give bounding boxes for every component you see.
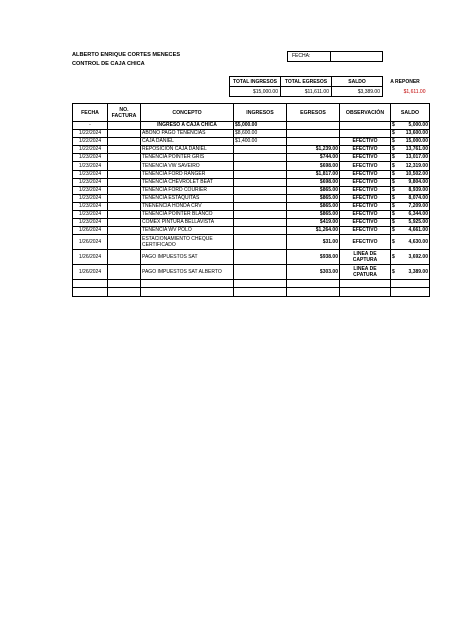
- egresos-cell[interactable]: $865.00: [287, 202, 340, 210]
- saldo-value: $3,389.00: [332, 87, 383, 97]
- factura-cell[interactable]: [108, 130, 141, 138]
- egresos-cell[interactable]: $419.00: [287, 219, 340, 227]
- concepto-cell[interactable]: TENENCIA WV POLO: [141, 227, 234, 235]
- observacion-cell[interactable]: EFECTIVO: [340, 194, 391, 202]
- saldo-cell[interactable]: [391, 219, 430, 227]
- ingresos-cell[interactable]: $5,000.00: [234, 122, 287, 130]
- empty-cell[interactable]: [391, 280, 430, 288]
- factura-cell[interactable]: [108, 146, 141, 154]
- empty-cell[interactable]: [141, 288, 234, 296]
- saldo-cell[interactable]: [391, 227, 430, 235]
- ledger-table: [72, 103, 430, 297]
- col-saldo: SALDO: [391, 104, 430, 122]
- fecha-cell[interactable]: 1/23/2024: [73, 162, 108, 170]
- ingresos-cell[interactable]: [234, 202, 287, 210]
- concepto-cell[interactable]: TENENCIA CHEVROLET BEAT: [141, 178, 234, 186]
- col-ingresos: INGRESOS: [234, 104, 287, 122]
- saldo-cell[interactable]: [391, 211, 430, 219]
- fecha-cell[interactable]: -: [73, 122, 108, 130]
- empty-cell[interactable]: [108, 280, 141, 288]
- ingresos-cell[interactable]: [234, 227, 287, 235]
- egresos-cell[interactable]: $1,264.00: [287, 227, 340, 235]
- table-row: [73, 170, 430, 178]
- observacion-cell[interactable]: EFECTIVO: [340, 227, 391, 235]
- table-row: [73, 219, 430, 227]
- currency-symbol: $: [392, 122, 395, 129]
- saldo-amount: 7,209.00: [408, 202, 428, 209]
- concepto-cell[interactable]: TENENCIA FORD RANGER: [141, 170, 234, 178]
- fecha-cell[interactable]: 1/23/2024: [73, 211, 108, 219]
- saldo-amount: 8,939.00: [408, 186, 428, 193]
- factura-cell[interactable]: [108, 162, 141, 170]
- currency-symbol: $: [392, 186, 395, 193]
- fecha-field: [287, 51, 383, 62]
- empty-cell[interactable]: [340, 288, 391, 296]
- concepto-cell[interactable]: COMEX PINTURA BELLAVISTA: [141, 219, 234, 227]
- saldo-amount: 15,000.00: [405, 138, 428, 145]
- egresos-cell[interactable]: $698.00: [287, 178, 340, 186]
- ingresos-cell[interactable]: $1,400.00: [234, 138, 287, 146]
- concepto-cell[interactable]: ESTACIONAMIENTO CHEQUE CERTIFICADO: [141, 235, 234, 250]
- fecha-cell[interactable]: 1/23/2024: [73, 178, 108, 186]
- observacion-cell[interactable]: EFECTIVO: [340, 219, 391, 227]
- factura-cell[interactable]: [108, 202, 141, 210]
- table-row: [73, 178, 430, 186]
- saldo-amount: 12,319.00: [405, 162, 428, 169]
- observacion-cell[interactable]: EFECTIVO: [340, 162, 391, 170]
- saldo-cell[interactable]: [391, 162, 430, 170]
- saldo-amount: 10,502.00: [405, 170, 428, 177]
- factura-cell[interactable]: [108, 227, 141, 235]
- empty-cell[interactable]: [73, 280, 108, 288]
- saldo-cell[interactable]: [391, 265, 430, 280]
- ingresos-cell[interactable]: [234, 194, 287, 202]
- factura-cell[interactable]: [108, 235, 141, 250]
- concepto-cell[interactable]: TNENENCIA HONDA CRV: [141, 202, 234, 210]
- saldo-amount: 5,925.00: [408, 219, 428, 226]
- sheet-subtitle: CONTROL DE CAJA CHICA: [72, 61, 145, 67]
- concepto-cell[interactable]: REPOSICION CAJA DANIEL: [141, 146, 234, 154]
- saldo-cell[interactable]: [391, 170, 430, 178]
- currency-symbol: $: [392, 130, 395, 137]
- currency-symbol: $: [392, 146, 395, 153]
- concepto-cell[interactable]: ABONO PAGO TENENCIAS: [141, 130, 234, 138]
- currency-symbol: $: [392, 219, 395, 226]
- ingresos-cell[interactable]: [234, 154, 287, 162]
- saldo-label: SALDO: [332, 77, 383, 87]
- concepto-cell[interactable]: TENENCIA VW SAVEIRO: [141, 162, 234, 170]
- observacion-cell[interactable]: EFECTIVO: [340, 138, 391, 146]
- ingresos-cell[interactable]: [234, 186, 287, 194]
- ingresos-cell[interactable]: [234, 265, 287, 280]
- factura-cell[interactable]: [108, 170, 141, 178]
- currency-symbol: $: [392, 194, 395, 201]
- egresos-cell[interactable]: $865.00: [287, 186, 340, 194]
- saldo-amount: 9,804.00: [408, 178, 428, 185]
- observacion-cell[interactable]: EFECTIVO: [340, 235, 391, 250]
- owner-name: ALBERTO ENRIQUE CORTES MENECES: [72, 52, 181, 58]
- currency-symbol: $: [392, 253, 395, 260]
- table-row: [73, 265, 430, 280]
- egresos-cell[interactable]: $698.00: [287, 162, 340, 170]
- egresos-cell[interactable]: [287, 130, 340, 138]
- fecha-cell[interactable]: 1/26/2024: [73, 227, 108, 235]
- observacion-cell[interactable]: LINEA DE CAPTURA: [340, 250, 391, 265]
- currency-symbol: $: [392, 238, 395, 245]
- observacion-cell[interactable]: EFECTIVO: [340, 186, 391, 194]
- total-egresos-label: TOTAL EGRESOS: [281, 77, 332, 87]
- ingresos-cell[interactable]: $8,600.00: [234, 130, 287, 138]
- saldo-amount: 13,761.00: [405, 146, 428, 153]
- saldo-cell[interactable]: [391, 146, 430, 154]
- empty-cell[interactable]: [141, 280, 234, 288]
- egresos-cell[interactable]: $1,817.00: [287, 170, 340, 178]
- summary-table: [229, 76, 428, 97]
- factura-cell[interactable]: [108, 122, 141, 130]
- empty-cell[interactable]: [391, 288, 430, 296]
- saldo-cell[interactable]: [391, 178, 430, 186]
- empty-cell[interactable]: [287, 280, 340, 288]
- factura-cell[interactable]: [108, 178, 141, 186]
- fecha-cell[interactable]: 1/26/2024: [73, 235, 108, 250]
- fecha-cell[interactable]: 1/22/2024: [73, 146, 108, 154]
- observacion-cell[interactable]: EFECTIVO: [340, 154, 391, 162]
- concepto-cell[interactable]: TENENCIA POINTER GRIS: [141, 154, 234, 162]
- col-factura: NO. FACTURA: [108, 104, 141, 122]
- table-row: [73, 146, 430, 154]
- saldo-amount: 3,692.00: [408, 253, 428, 260]
- ingresos-cell[interactable]: [234, 250, 287, 265]
- col-concepto: CONCEPTO: [141, 104, 234, 122]
- empty-row: [73, 288, 430, 296]
- egresos-cell[interactable]: $1,239.00: [287, 146, 340, 154]
- saldo-cell[interactable]: [391, 138, 430, 146]
- reponer-value: $1,611.00: [403, 88, 426, 95]
- factura-cell[interactable]: [108, 138, 141, 146]
- observacion-cell[interactable]: [340, 122, 391, 130]
- table-row: [73, 130, 430, 138]
- observacion-cell[interactable]: EFECTIVO: [340, 178, 391, 186]
- empty-row: [73, 280, 430, 288]
- empty-cell[interactable]: [73, 288, 108, 296]
- currency-symbol: $: [392, 154, 395, 161]
- table-row: [73, 122, 430, 130]
- observacion-cell[interactable]: EFECTIVO: [340, 170, 391, 178]
- table-row: [73, 227, 430, 235]
- factura-cell[interactable]: [108, 194, 141, 202]
- factura-cell[interactable]: [108, 154, 141, 162]
- empty-cell[interactable]: [340, 280, 391, 288]
- concepto-cell[interactable]: TENENCIA FORD COURIER: [141, 186, 234, 194]
- saldo-amount: 8,074.00: [408, 194, 428, 201]
- observacion-cell[interactable]: EFECTIVO: [340, 202, 391, 210]
- saldo-amount: 4,630.00: [408, 238, 428, 245]
- currency-symbol: $: [392, 211, 395, 218]
- ingresos-cell[interactable]: [234, 178, 287, 186]
- currency-symbol: $: [392, 138, 395, 145]
- ledger-header-row: [73, 104, 430, 122]
- ingresos-cell[interactable]: [234, 211, 287, 219]
- egresos-cell[interactable]: $865.00: [287, 194, 340, 202]
- observacion-cell[interactable]: EFECTIVO: [340, 146, 391, 154]
- table-row: [73, 162, 430, 170]
- currency-symbol: $: [392, 268, 395, 275]
- table-row: [73, 202, 430, 210]
- egresos-cell[interactable]: $31.00: [287, 235, 340, 250]
- saldo-cell[interactable]: [391, 235, 430, 250]
- reponer-label: A REPONER: [390, 78, 420, 85]
- fecha-cell[interactable]: 1/23/2024: [73, 186, 108, 194]
- factura-cell[interactable]: [108, 265, 141, 280]
- egresos-cell[interactable]: [287, 138, 340, 146]
- saldo-amount: 5,000.00: [408, 122, 428, 129]
- currency-symbol: $: [392, 178, 395, 185]
- table-row: [73, 194, 430, 202]
- observacion-cell[interactable]: LINEA DE CPATURA: [340, 265, 391, 280]
- saldo-amount: 13,600.00: [405, 130, 428, 137]
- empty-cell[interactable]: [108, 288, 141, 296]
- factura-cell[interactable]: [108, 219, 141, 227]
- table-row: [73, 154, 430, 162]
- table-row: [73, 186, 430, 194]
- ingresos-cell[interactable]: [234, 162, 287, 170]
- saldo-cell[interactable]: [391, 186, 430, 194]
- fecha-cell[interactable]: 1/23/2024: [73, 202, 108, 210]
- concepto-cell[interactable]: TENENCIA POINTER BLANCO: [141, 211, 234, 219]
- empty-cell[interactable]: [234, 288, 287, 296]
- factura-cell[interactable]: [108, 211, 141, 219]
- fecha-cell[interactable]: 1/23/2024: [73, 170, 108, 178]
- table-row: [73, 250, 430, 265]
- total-egresos-value: $11,611.00: [281, 87, 332, 97]
- table-row: [73, 211, 430, 219]
- egresos-cell[interactable]: $744.00: [287, 154, 340, 162]
- ingresos-cell[interactable]: [234, 170, 287, 178]
- currency-symbol: $: [392, 227, 395, 234]
- fecha-cell[interactable]: 1/22/2024: [73, 138, 108, 146]
- saldo-cell[interactable]: [391, 154, 430, 162]
- fecha-cell[interactable]: 1/22/2024: [73, 130, 108, 138]
- factura-cell[interactable]: [108, 250, 141, 265]
- observacion-cell[interactable]: EFECTIVO: [340, 211, 391, 219]
- ingresos-cell[interactable]: [234, 219, 287, 227]
- fecha-cell[interactable]: 1/23/2024: [73, 154, 108, 162]
- concepto-cell[interactable]: CAJA DANIEL: [141, 138, 234, 146]
- saldo-cell[interactable]: [391, 130, 430, 138]
- saldo-cell[interactable]: [391, 202, 430, 210]
- concepto-cell[interactable]: TENENCIA ESTAQUITAS: [141, 194, 234, 202]
- table-row: [73, 235, 430, 250]
- fecha-label: FECHA:: [288, 52, 331, 61]
- fecha-cell[interactable]: 1/23/2024: [73, 219, 108, 227]
- currency-symbol: $: [392, 170, 395, 177]
- ingresos-cell[interactable]: [234, 235, 287, 250]
- currency-symbol: $: [392, 202, 395, 209]
- currency-symbol: $: [392, 162, 395, 169]
- saldo-amount: 4,661.00: [408, 227, 428, 234]
- saldo-cell[interactable]: [391, 122, 430, 130]
- fecha-cell[interactable]: 1/23/2024: [73, 194, 108, 202]
- table-row: [73, 138, 430, 146]
- saldo-amount: 13,017.00: [405, 154, 428, 161]
- concepto-cell[interactable]: PAGO IMPUESTOS SAT: [141, 250, 234, 265]
- observacion-cell[interactable]: [340, 130, 391, 138]
- saldo-amount: 3,389.00: [408, 268, 428, 275]
- total-ingresos-label: TOTAL INGRESOS: [230, 77, 281, 87]
- col-observacion: OBSERVACIÓN: [340, 104, 391, 122]
- concepto-cell[interactable]: PAGO IMPUESTOS SAT ALBERTO: [141, 265, 234, 280]
- col-fecha: FECHA: [73, 104, 108, 122]
- col-egresos: EGRESOS: [287, 104, 340, 122]
- empty-cell[interactable]: [234, 280, 287, 288]
- ingresos-cell[interactable]: [234, 146, 287, 154]
- saldo-cell[interactable]: [391, 194, 430, 202]
- fecha-cell[interactable]: 1/26/2024: [73, 250, 108, 265]
- fecha-cell[interactable]: 1/26/2024: [73, 265, 108, 280]
- saldo-amount: 6,344.00: [408, 211, 428, 218]
- empty-cell[interactable]: [287, 288, 340, 296]
- factura-cell[interactable]: [108, 186, 141, 194]
- egresos-cell[interactable]: $865.00: [287, 211, 340, 219]
- egresos-cell[interactable]: [287, 122, 340, 130]
- concepto-cell[interactable]: INGRESO A CAJA CHICA: [141, 122, 234, 130]
- egresos-cell[interactable]: $303.00: [287, 265, 340, 280]
- egresos-cell[interactable]: $938.00: [287, 250, 340, 265]
- total-ingresos-value: $15,000.00: [230, 87, 281, 97]
- saldo-cell[interactable]: [391, 250, 430, 265]
